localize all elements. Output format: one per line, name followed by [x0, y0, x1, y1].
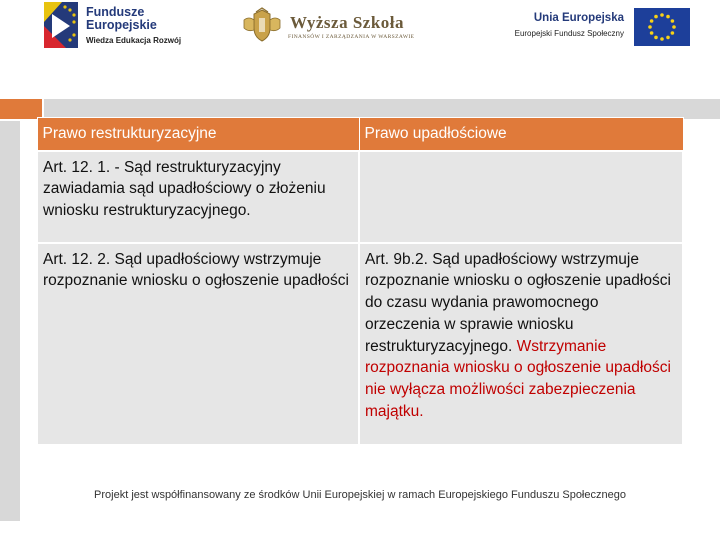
eu-logo-line1: Unia Europejska — [533, 12, 624, 24]
comparison-table — [36, 117, 684, 446]
fe-logo-line2: Europejskie — [86, 18, 157, 32]
eu-logo-text — [515, 12, 624, 38]
eu-flag-icon — [634, 8, 690, 46]
fe-logo-line1: Fundusze — [86, 5, 145, 19]
unia-europejska-logo — [490, 8, 690, 50]
header-prawo-upadlosciowe: Prawo upadłościowe — [359, 118, 683, 151]
table-row — [37, 151, 683, 243]
fe-logo-line3: Wiedza Edukacja Rozwój — [86, 36, 182, 45]
crest-icon — [240, 6, 284, 44]
cell-row2-right-text: Art. 9b.2. Sąd upadłościowy wstrzymuje rozpoznanie wniosku o ogłoszenie upadłości do czasu wydania prawomocnego orzeczenia w sprawie wniosku restrukturyzacyjnego. — [365, 250, 671, 355]
cell-row2-left: Art. 12. 2. Sąd upadłościowy wstrzymuje rozpoznanie wniosku o ogłoszenie upadłości — [37, 243, 359, 445]
accent-bar-gray-left — [0, 121, 20, 521]
cell-row2-right — [359, 243, 683, 445]
header-prawo-restrukturyzacyjne: Prawo restrukturyzacyjne — [37, 118, 359, 151]
ws-logo-name: Wyższa Szkoła — [290, 13, 405, 32]
ws-logo-subtitle: FINANSÓW I ZARZĄDZANIA W WARSZAWIE — [288, 34, 415, 40]
wyzsza-szkola-logo — [240, 6, 440, 46]
table-row — [37, 243, 683, 445]
cell-row1-left: Art. 12. 1. - Sąd restrukturyzacyjny zawiadamia sąd upadłościowy o złożeniu wniosku restrukturyzacyjnego. — [37, 151, 359, 243]
table-header-row — [37, 118, 683, 151]
eu-logo-line2: Europejski Fundusz Społeczny — [514, 29, 624, 38]
fundusze-europejskie-logo — [44, 2, 214, 50]
cell-row1-right — [359, 151, 683, 243]
accent-bar-gray-top — [44, 99, 720, 119]
accent-bar-separator — [22, 121, 24, 521]
footer-note: Projekt jest współfinansowany ze środków Unii Europejskiej w ramach Europejskiego Funduszu Społecznego — [94, 489, 626, 501]
eu-funds-stars-icon — [44, 2, 78, 48]
cell-row2-right-highlight: Wstrzymanie rozpoznania wniosku o ogłoszenie upadłości nie wyłącza możliwości zabezpieczenia majątku. — [365, 337, 671, 420]
fe-logo-text — [86, 6, 181, 46]
accent-bar-orange — [0, 99, 42, 119]
